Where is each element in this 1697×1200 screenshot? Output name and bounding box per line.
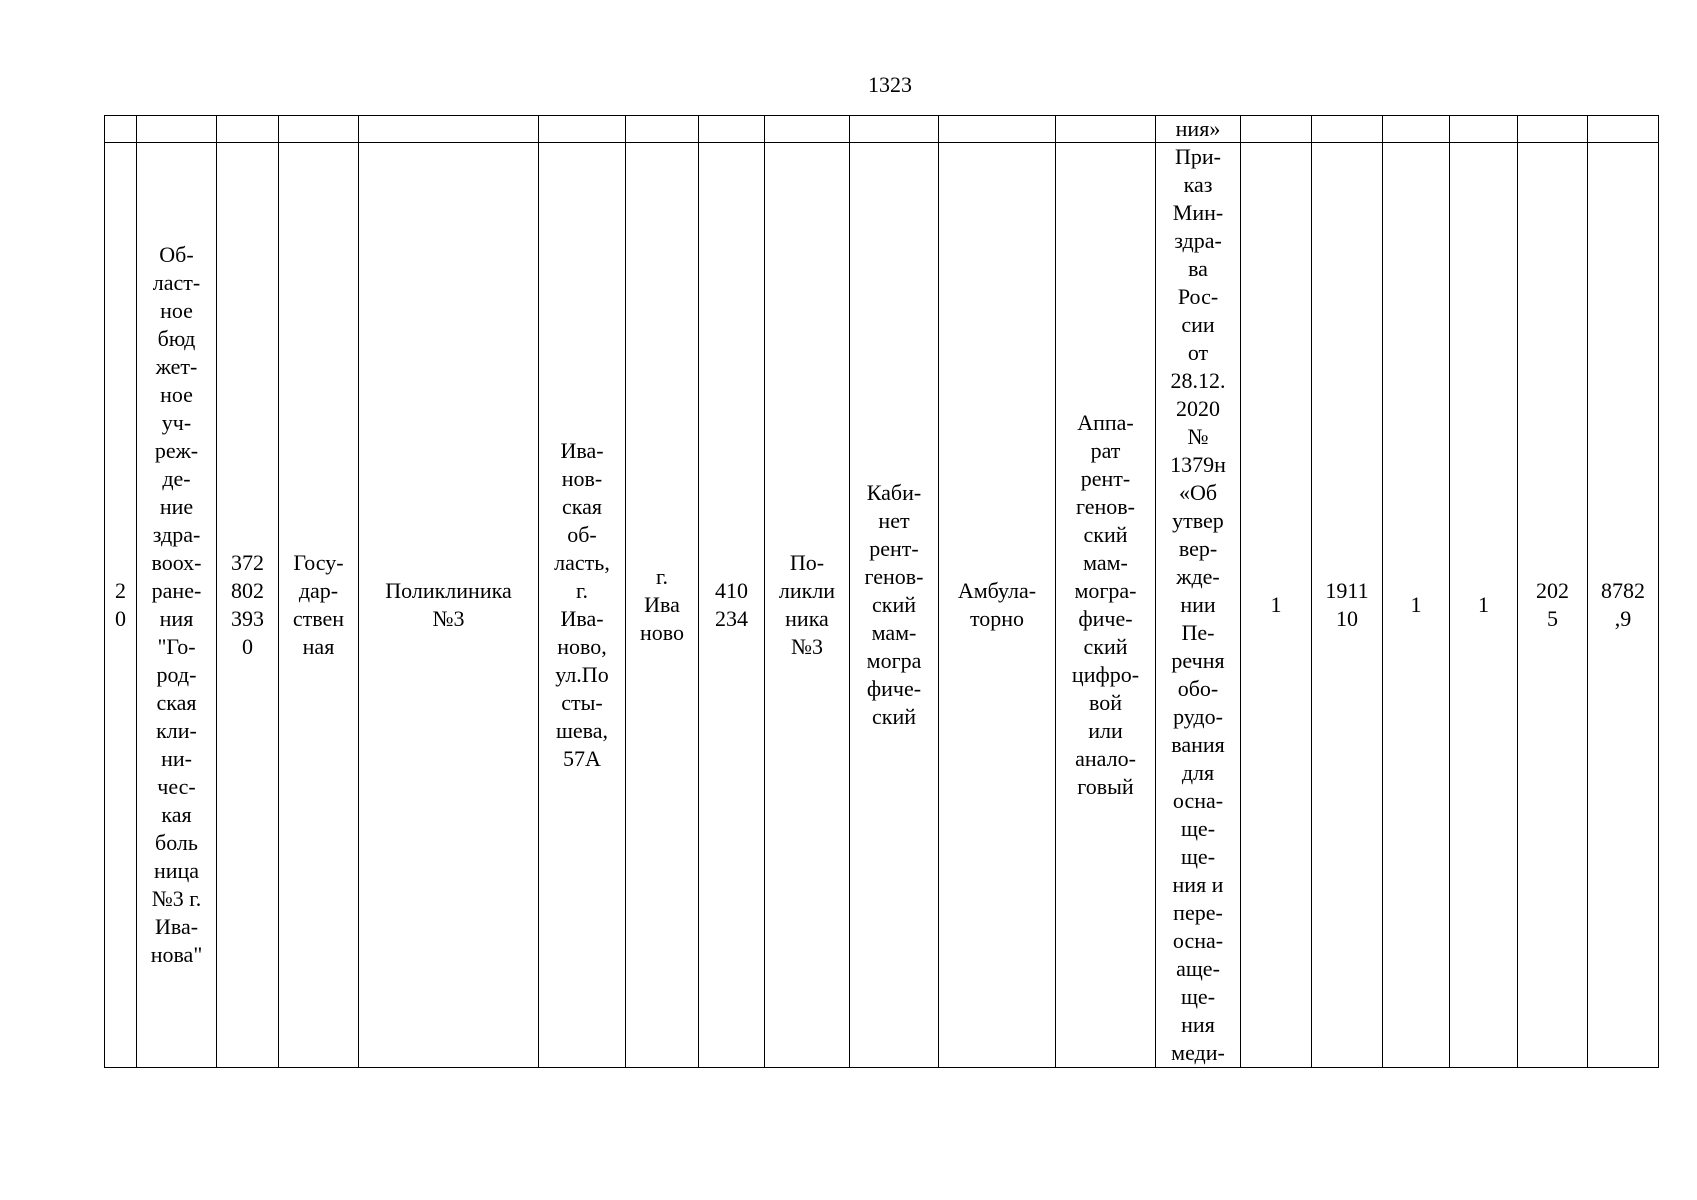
department-cell: Поликлиника №3	[359, 143, 539, 1068]
table-cell	[626, 116, 699, 143]
table-cell	[279, 116, 359, 143]
cabinet-cell: Каби- нет рент- генов- ский мам- могра фиче- ский	[850, 143, 939, 1068]
table-row	[105, 116, 1659, 143]
table-row	[105, 143, 1659, 1068]
table-cell	[850, 116, 939, 143]
order-continuation-cell: ния»	[1156, 116, 1241, 143]
quantity-cell: 1	[1450, 143, 1518, 1068]
quantity-cell: 1	[1383, 143, 1450, 1068]
quantity-cell: 1	[1241, 143, 1312, 1068]
row-index-cell: 2 0	[105, 143, 137, 1068]
table-cell	[137, 116, 217, 143]
table-cell	[765, 116, 850, 143]
table-cell	[359, 116, 539, 143]
care-type-cell: Амбула- торно	[939, 143, 1056, 1068]
table-cell	[699, 116, 765, 143]
address-cell: Ива- нов- ская об- ласть, г. Ива- ново, ул.По сты- шева, 57А	[539, 143, 626, 1068]
page-number: 1323	[868, 72, 912, 97]
table-cell	[539, 116, 626, 143]
ownership-cell: Госу- дар- ствен ная	[279, 143, 359, 1068]
table-cell	[1450, 116, 1518, 143]
table-cell	[1383, 116, 1450, 143]
table-cell	[1312, 116, 1383, 143]
table-cell	[939, 116, 1056, 143]
table-cell	[1056, 116, 1156, 143]
order-text-cell: При- каз Мин- здра- ва Рос- сии от 28.12. 2020 № 1379н «Об утвер вер- жде- нии Пе- речня обо- рудо- вания для осна- ще- ще- ния и пере- осна- аще- ще- ния меди-	[1156, 143, 1241, 1068]
city-cell: г. Ива ново	[626, 143, 699, 1068]
year-cell: 202 5	[1518, 143, 1588, 1068]
table-cell	[105, 116, 137, 143]
code-cell: 410 234	[699, 143, 765, 1068]
table-cell	[217, 116, 279, 143]
equipment-table	[104, 115, 1659, 1068]
amount-cell: 8782 ,9	[1588, 143, 1659, 1068]
inn-cell: 372 802 393 0	[217, 143, 279, 1068]
unit-cell: По- ликли ника №3	[765, 143, 850, 1068]
table-cell	[1241, 116, 1312, 143]
institution-cell: Об- ласт- ное бюд жет- ное уч- реж- де- ние здра- воох- ране- ния "Го- род- ская кли- ни- чес- кая боль ница №3 г. Ива- нова"	[137, 143, 217, 1068]
okpd-cell: 1911 10	[1312, 143, 1383, 1068]
table-cell	[1588, 116, 1659, 143]
table-cell	[1518, 116, 1588, 143]
equipment-cell: Аппа- рат рент- генов- ский мам- могра- фиче- ский цифро- вой или анало- говый	[1056, 143, 1156, 1068]
